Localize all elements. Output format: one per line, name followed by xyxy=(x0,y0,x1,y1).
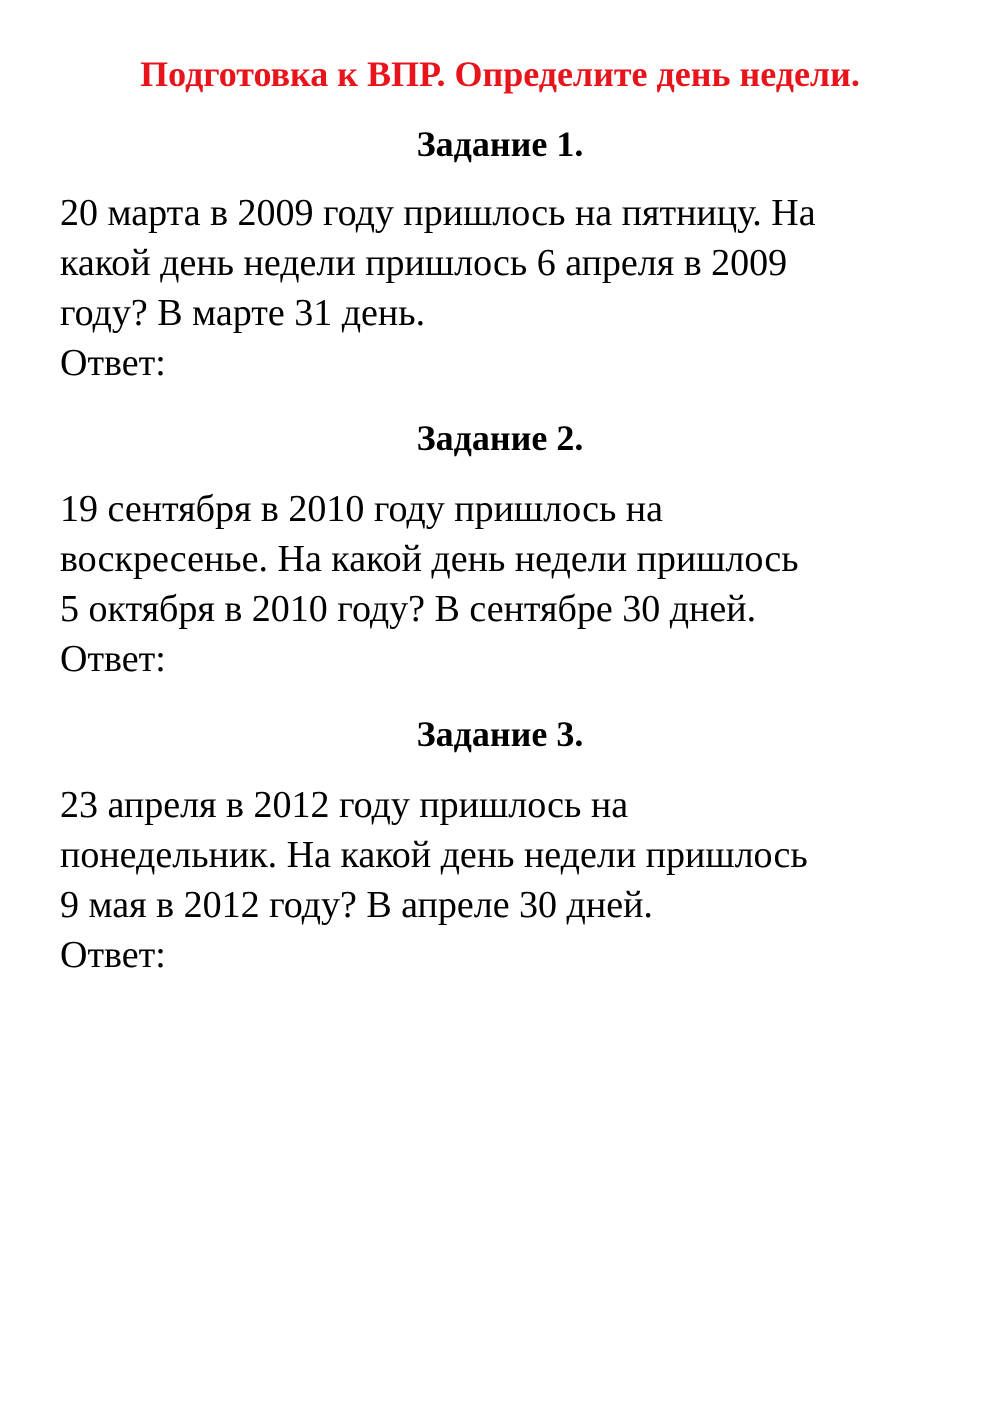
task-1-text xyxy=(60,188,960,388)
task-3-line: 23 апреля в 2012 году пришлось на xyxy=(60,784,629,826)
task-2-line: 19 сентября в 2010 году пришлось на xyxy=(60,488,663,530)
task-1-line: 20 марта в 2009 году пришлось на пятницу. На xyxy=(60,192,816,234)
task-1-heading: Задание 1. xyxy=(416,124,584,164)
task-2-line: 5 октября в 2010 году? В сентябре 30 дней. xyxy=(60,588,757,630)
task-3-answer-label: Ответ: xyxy=(60,934,166,976)
page-title: Подготовка к ВПР. Определите день недели. xyxy=(140,54,860,94)
task-1-line: году? В марте 31 день. xyxy=(60,292,426,334)
task-2-answer-label: Ответ: xyxy=(60,638,166,680)
task-2-heading: Задание 2. xyxy=(416,418,584,458)
task-1-line: какой день недели пришлось 6 апреля в 2009 xyxy=(60,242,788,284)
task-2-text xyxy=(60,484,960,684)
task-3-heading: Задание 3. xyxy=(416,714,584,754)
task-2-line: воскресенье. На какой день недели пришлось xyxy=(60,538,799,580)
task-1-answer-label: Ответ: xyxy=(60,342,166,384)
task-3-text xyxy=(60,780,960,980)
task-3-line: 9 мая в 2012 году? В апреле 30 дней. xyxy=(60,884,653,926)
task-3-line: понедельник. На какой день недели пришлось xyxy=(60,834,808,876)
